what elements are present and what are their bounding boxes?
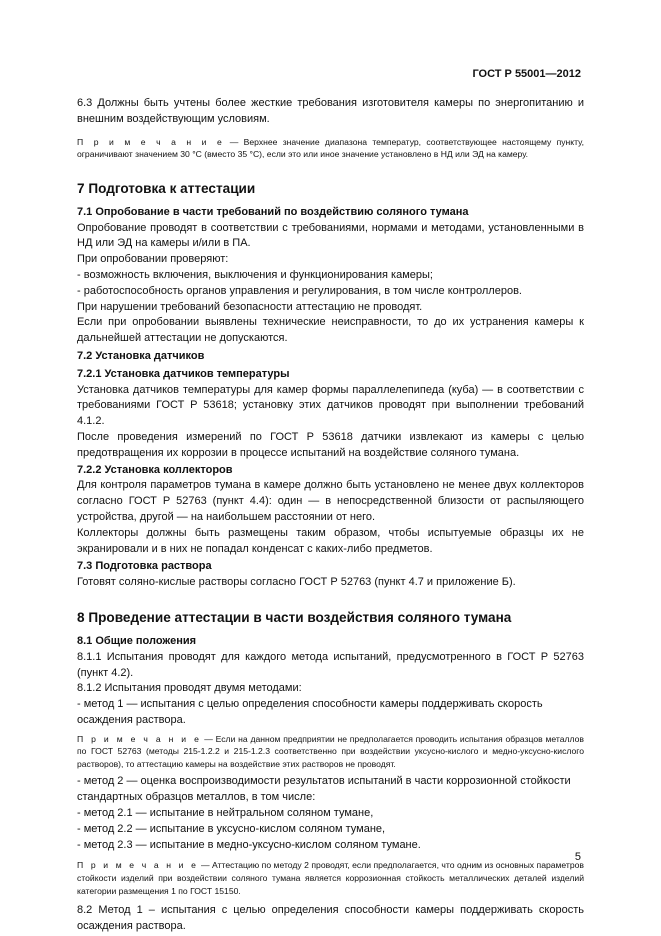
- page-content: [77, 96, 584, 935]
- note-label: П р и м е ч а н и е: [77, 733, 202, 744]
- note-2: [77, 733, 584, 771]
- note-text: — Верхнее значение диапазона температур, соответствующее настоящему пункту, ограничивают значением 30 °С (вместо 35 °С), если это или иное значение установлено в НД или ЭД на камеру.: [77, 136, 584, 160]
- paragraph-7-1-d: Если при опробовании выявлены технические неисправности, то до их устранения камеры к дальнейшей аттестации не допускаются.: [77, 316, 584, 345]
- paragraph-7-2-2-a: Для контроля параметров тумана в камере должно быть установлено не менее двух коллекторов согласно ГОСТ Р 52763 (пункт 4.4): один — в непосредственной близости от распыляющего устройства, другой — на наибольшем расстоянии от него.: [77, 479, 584, 523]
- list-item: - метод 2.3 — испытание в медно-уксусно-кислом соляном тумане.: [77, 838, 421, 851]
- section-8-1-heading: 8.1 Общие положения: [77, 634, 197, 647]
- section-7-2-heading: 7.2 Установка датчиков: [77, 349, 205, 362]
- section-7-2-1-heading: 7.2.1 Установка датчиков температуры: [77, 367, 290, 380]
- note-label: П р и м е ч а н и е: [77, 136, 225, 147]
- section-7-heading: 7 Подготовка к аттестации: [77, 180, 256, 196]
- note-1: [77, 136, 584, 161]
- note-text: — Если на данном предприятии не предполагается проводить испытания образцов металлов по ГОСТ 52763 (методы 215-1.2.2 и 215-1.2.3 соответственно при воздействии уксусно-кислого и медно-уксусно-кислого растворов), то аттестацию камеры на воздействие этих растворов не проводят.: [77, 733, 584, 769]
- section-7-2-2-heading: 7.2.2 Установка коллекторов: [77, 463, 233, 476]
- paragraph-7-2-2-b: Коллекторы должны быть размещены таким образом, чтобы испытуемые образцы их не экранировали и в них не попадал конденсат с каких-либо предметов.: [77, 526, 584, 555]
- list-item: - метод 2.2 — испытание в уксусно-кислом соляном тумане,: [77, 822, 386, 835]
- paragraph-7-2-1-a: Установка датчиков температуры для камер формы параллелепипеда (куба) — в соответствии с требованиями ГОСТ Р 53618; установку этих датчиков проводят при выполнении требований 4.1.2.: [77, 383, 584, 428]
- note-text: — Аттестацию по методу 2 проводят, если предполагается, что одним из основных параметров стойкости изделий при воздействии соляного тумана является коррозионная стойкость металлических деталей изделий категории размещения 1 по ГОСТ 15150.: [77, 860, 584, 896]
- paragraph-7-1-c: При нарушении требований безопасности аттестацию не проводят.: [77, 300, 423, 313]
- note-label: П р и м е ч а н и е: [77, 860, 199, 871]
- paragraph-8-2: 8.2 Метод 1 – испытания с целью определения способности камеры поддерживать скорость осаждения раствора.: [77, 904, 584, 933]
- list-item: - метод 2 — оценка воспроизводимости результатов испытаний в части коррозионной стойкости стандартных образцов металлов, в том числе:: [77, 775, 571, 804]
- paragraph-7-2-1-b: После проведения измерений по ГОСТ Р 53618 датчики извлекают из камеры с целью предотвращения их коррозии в процессе испытаний на воздействие соляного тумана.: [77, 430, 584, 459]
- paragraph-6-3: 6.3 Должны быть учтены более жесткие требования изготовителя камеры по энергопитанию и внешним воздействующим условиям.: [77, 97, 584, 125]
- standard-header: ГОСТ Р 55001—2012: [472, 68, 581, 80]
- paragraph-8-1-1: 8.1.1 Испытания проводят для каждого метода испытаний, предусмотренного в ГОСТ Р 52763 (пункт 4.2).: [77, 650, 584, 679]
- paragraph-8-1-2: 8.1.2 Испытания проводят двумя методами:: [77, 682, 302, 695]
- list-item: - метод 1 — испытания с целью определения способности камеры поддерживать скорость осаждения раствора.: [77, 698, 543, 726]
- page-number: 5: [574, 851, 581, 863]
- section-8-heading: 8 Проведение аттестации в части воздействия соляного тумана: [77, 609, 512, 625]
- list-item: - работоспособность органов управления и регулирования, в том числе контроллеров.: [77, 284, 522, 297]
- list-item: - метод 2.1 — испытание в нейтральном соляном тумане,: [77, 807, 374, 820]
- paragraph-7-3: Готовят соляно-кислые растворы согласно ГОСТ Р 52763 (пункт 4.7 и приложение Б).: [77, 576, 516, 589]
- paragraph-7-1-b: При опробовании проверяют:: [77, 253, 229, 266]
- paragraph-7-1-a: Опробование проводят в соответствии с требованиями, нормами и методами, установленными в НД или ЭД на камеры и/или в ПА.: [77, 221, 584, 250]
- note-3: [77, 859, 584, 897]
- section-7-3-heading: 7.3 Подготовка раствора: [77, 560, 212, 573]
- list-item: - возможность включения, выключения и функционирования камеры;: [77, 268, 433, 281]
- section-7-1-heading: 7.1 Опробование в части требований по воздействию соляного тумана: [77, 205, 469, 218]
